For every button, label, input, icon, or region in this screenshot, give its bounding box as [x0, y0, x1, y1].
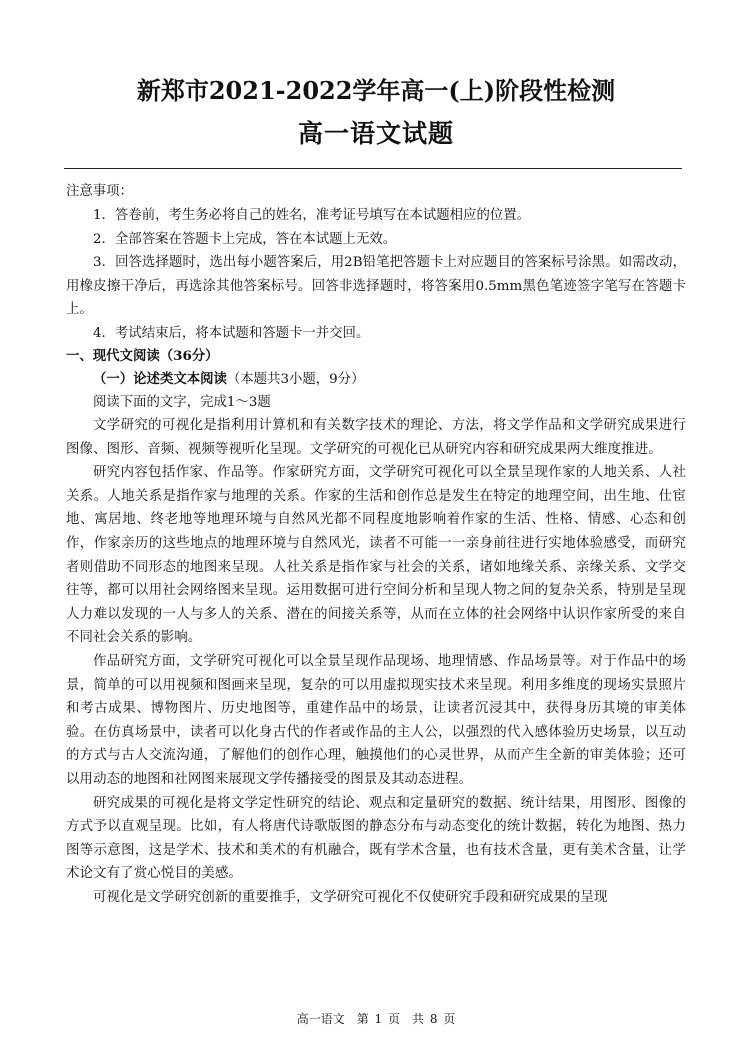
exam-subtitle: 高一语文试题 — [297, 119, 454, 148]
subsection-heading — [66, 368, 686, 391]
exam-body — [66, 180, 686, 909]
notice-item-4: 4．考试结束后，将本试题和答题卡一并交回。 — [93, 325, 370, 341]
page-footer: 高一语文 第 1 页 共 8 页 — [296, 1012, 456, 1026]
passage-paragraph-2: 研究内容包括作家、作品等。作家研究方面，文学研究可视化可以全景呈现作家的人地关系、人社关系。人地关系是指作家与地理的关系。作家的生活和创作总是发生在特定的地理空间，出生地、仕宦地、寓居地、终老地等地理环境与自然风光都不同程度地影响着作家的生活、性格、情感、心态和创作，作家亲历的这些地点的地理环境与自然风光，读者不可能一一亲身前往进行实地体验感受，而研究者则借助不同形态的地图来呈现。人社关系是指作家与社会的关系，诸如地缘关系、亲缘关系、文学交往等，都可以用社会网络图来呈现。运用数据可进行空间分析和呈现人物之间的复杂关系，特别是呈现人力难以发现的一人与多人的关系、潜在的间接关系等，从而在立体的社会网络中认识作家所受的来自不同社会关系的影响。 — [66, 465, 686, 646]
subsection-title: （一）论述类文本阅读 — [93, 371, 227, 387]
passage-paragraph-4: 研究成果的可视化是将文学定性研究的结论、观点和定量研究的数据、统计结果，用图形、图像的方式予以直观呈现。比如，有人将唐代诗歌版图的静态分布与动态变化的统计数据，转化为地图、热力图等示意图，这是学术、技术和美术的有机融合，既有学术含量，也有技术含量，更有美术含量，让学术论文有了赏心悦目的美感。 — [66, 795, 686, 882]
header-divider — [64, 168, 682, 169]
exam-title: 新郑市2021-2022学年高一(上)阶段性检测 — [136, 76, 616, 105]
notice-item-3: 3．回答选择题时，选出每小题答案后，用2B铅笔把答题卡上对应题目的答案标号涂黑。如需改动，用橡皮擦干净后，再选涂其他答案标号。回答非选择题时，将答案用0.5mm黑色笔迹签字笔写在答题卡上。 — [66, 255, 686, 317]
passage-paragraph-1: 文学研究的可视化是指利用计算机和有关数字技术的理论、方法，将文学作品和文学研究成果进行图像、图形、音频、视频等视听化呈现。文学研究的可视化已从研究内容和研究成果两大维度推进。 — [66, 418, 686, 457]
passage-paragraph-5: 可视化是文学研究创新的重要推手，文学研究可视化不仅使研究手段和研究成果的呈现 — [93, 889, 608, 905]
notice-item-2: 2．全部答案在答题卡上完成，答在本试题上无效。 — [93, 231, 397, 247]
section-heading: 一、现代文阅读（36分） — [66, 348, 219, 364]
passage-paragraph-3: 作品研究方面，文学研究可视化可以全景呈现作品现场、地理情感、作品场景等。对于作品中的场景，简单的可以用视频和图画来呈现，复杂的可以用虚拟现实技术来呈现。利用多维度的现场实景照片和考古成果、博物图片、历史地图等，重建作品中的场景，让读者沉浸其中，获得身历其境的审美体验。在仿真场景中，读者可以化身古代的作者或作品的主人公，以强烈的代入感体验历史场景，以互动的方式与古人交流沟通，了解他们的创作心理，触摸他们的心灵世界，从而产生全新的审美体验；还可以用动态的地图和社网图来展现文学传播接受的图景及其动态进程。 — [66, 653, 686, 787]
notice-label: 注意事项： — [66, 184, 133, 199]
notice-item-1: 1．答卷前，考生务必将自己的姓名，准考证号填写在本试题相应的位置。 — [93, 208, 531, 223]
subsection-points: （本题共3小题，9分） — [226, 372, 365, 387]
reading-instruction: 阅读下面的文字，完成1～3题 — [93, 395, 271, 410]
